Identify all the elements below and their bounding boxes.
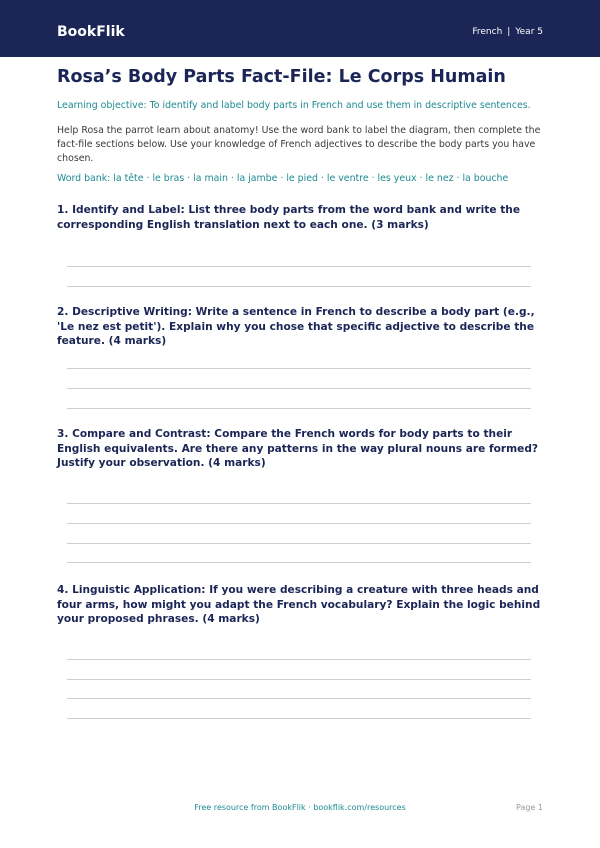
answer-line[interactable]: [67, 503, 531, 504]
answer-line[interactable]: [67, 388, 531, 389]
answer-line[interactable]: [67, 698, 531, 699]
question-1: 1. Identify and Label: List three body parts from the word bank and write the corresponding English translation next to each one. (3 marks): [57, 204, 521, 231]
answer-line[interactable]: [67, 562, 531, 563]
question-3: 3. Compare and Contrast: Compare the French words for body parts to their English equivalents. Are there any patterns in the way plural nouns are formed? Justify your observation. (4 marks): [57, 428, 539, 469]
brand-logo-text: BookFlik: [57, 24, 125, 40]
answer-line[interactable]: [67, 286, 531, 287]
question-4: 4. Linguistic Application: If you were describing a creature with three heads and four arms, how might you adapt the French vocabulary? Explain the logic behind your proposed phrases. (4 marks): [57, 584, 541, 625]
learning-objective: Learning objective: To identify and label body parts in French and use them in descriptive sentences.: [57, 100, 531, 111]
word-bank: Word bank: la tête · le bras · la main · la jambe · le pied · le ventre · les yeux · le nez · la bouche: [57, 173, 509, 184]
question-2: 2. Descriptive Writing: Write a sentence in French to describe a body part (e.g., 'Le nez est petit'). Explain why you chose that specific adjective to describe the feature. (4 marks): [57, 306, 535, 347]
page-number: Page 1: [516, 803, 543, 812]
answer-line[interactable]: [67, 543, 531, 544]
page-header: [0, 0, 600, 57]
page-title: Rosa’s Body Parts Fact-File: Le Corps Humain: [57, 67, 506, 87]
header-separator: |: [507, 27, 511, 37]
intro-paragraph: Help Rosa the parrot learn about anatomy! Use the word bank to label the diagram, then complete the fact-file sections below. Use your knowledge of French adjectives to describe the body parts you have chosen.: [57, 125, 541, 164]
answer-line[interactable]: [67, 266, 531, 267]
answer-line[interactable]: [67, 408, 531, 409]
answer-line[interactable]: [67, 368, 531, 369]
answer-line[interactable]: [67, 659, 531, 660]
year-label: Year 5: [515, 27, 543, 37]
subject-year-label: [472, 27, 543, 38]
answer-line[interactable]: [67, 718, 531, 719]
answer-line[interactable]: [67, 679, 531, 680]
answer-line[interactable]: [67, 523, 531, 524]
subject-label: French: [472, 27, 503, 37]
footer-credit: Free resource from BookFlik · bookflik.com/resources: [194, 803, 406, 812]
